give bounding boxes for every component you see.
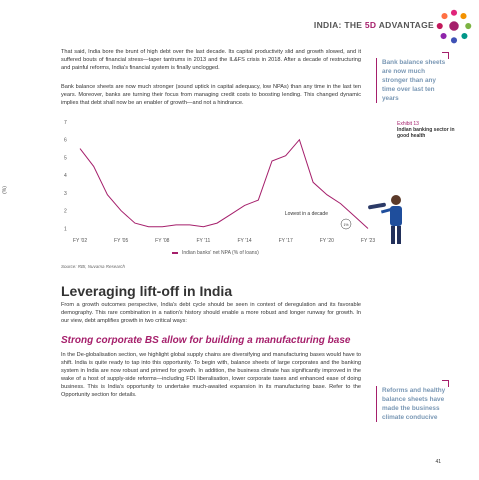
x-tick-label: FY '17 <box>278 238 293 244</box>
pull-quote-corner <box>442 52 449 59</box>
y-tick-label: 5 <box>64 155 67 162</box>
header-prefix: INDIA: THE <box>313 20 365 30</box>
section-heading: Leveraging lift-off in India <box>61 283 233 299</box>
source-note: Source: RBI, Nuvama Research <box>61 264 126 269</box>
running-header <box>314 20 434 30</box>
logo-petal-ring-icon <box>435 8 473 46</box>
pull-quote-reforms: Reforms and healthy balance sheets have made the business climate conducive <box>376 386 450 422</box>
x-tick-label: FY '08 <box>155 238 170 244</box>
person-with-telescope-illustration <box>366 180 426 250</box>
y-axis-label: (%) <box>2 186 8 194</box>
growth-paragraph: From a growth outcomes perspective, India's debt cycle should be seen in context of deregulation and its favorable demography. This rare combination in a nation's history should enable a more robust and longer runway for growth. In our view, debt amplifies growth in two critical ways: <box>61 302 361 325</box>
y-tick-label: 2 <box>64 208 67 215</box>
y-tick-label: 4 <box>64 173 67 180</box>
x-tick-label: FY '20 <box>319 238 334 244</box>
header-highlight: 5D <box>364 20 377 30</box>
balance-sheet-paragraph: Bank balance sheets are now much stronger (sound uptick in capital adequacy, low NPAs) than any time in the last ten years. Moreover, banks are turning their focus from managing credit costs to boosting lending. This changed dynamic implies that debt shall now be an enabler of growth—and not a hindrance. <box>61 84 361 107</box>
manufacturing-paragraph: In the De-globalisation section, we highlight global supply chains are diversifying and manufacturing bases would have to shift. India is quite ready to tap into this opportunity. To begin with, balance sheets of large corporates and the banking system in India are now robust and primed for growth. In addition, the business climate has significantly improved in the wake of a host of supply-side reforms—including FDI liberalisation, lower corporate taxes and enhanced ease of doing business. This is India's opportunity to undertake much-awaited expansion in its manufacturing base. Refer to the Opportunity section for details. <box>61 352 361 399</box>
x-tick-label: FY '14 <box>237 238 252 244</box>
legend-label: Indian banks' net NPA (% of loans) <box>182 250 259 256</box>
exhibit-tag: Exhibit 13 <box>397 121 419 127</box>
intro-paragraph: That said, India bore the brunt of high debt over the last decade. Its capital productivity slid and growth slowed, and it suffered bouts of financial stress—taper tantrums in 2013 and the IL&FS crisis in 2018. After a decade of restructuring and painful reforms, India's financial system is finally unclogged. <box>61 49 361 72</box>
x-tick-label: FY '05 <box>114 238 129 244</box>
chart-legend <box>172 250 259 256</box>
y-tick-label: 1 <box>64 226 67 233</box>
annotation-value: 1% <box>343 223 349 227</box>
x-tick-label: FY '11 <box>196 238 211 244</box>
x-tick-label: FY '02 <box>72 238 88 244</box>
x-tick-label: FY '23 <box>360 238 376 244</box>
y-tick-label: 6 <box>64 137 67 144</box>
exhibit-title: Indian banking sector in good health <box>397 127 455 139</box>
pull-quote-corner-2 <box>442 380 449 387</box>
chart-annotation: Lowest in a decade <box>284 211 328 217</box>
pull-quote-balance-sheets: Bank balance sheets are now much stronger than any time over last ten years <box>376 58 450 103</box>
sub-heading: Strong corporate BS allow for building a manufacturing base <box>61 335 351 346</box>
header-suffix: ADVANTAGE <box>376 20 434 30</box>
legend-swatch <box>172 252 178 254</box>
y-tick-label: 7 <box>64 120 67 126</box>
page-number: 41 <box>435 459 441 465</box>
y-tick-label: 3 <box>64 190 67 197</box>
